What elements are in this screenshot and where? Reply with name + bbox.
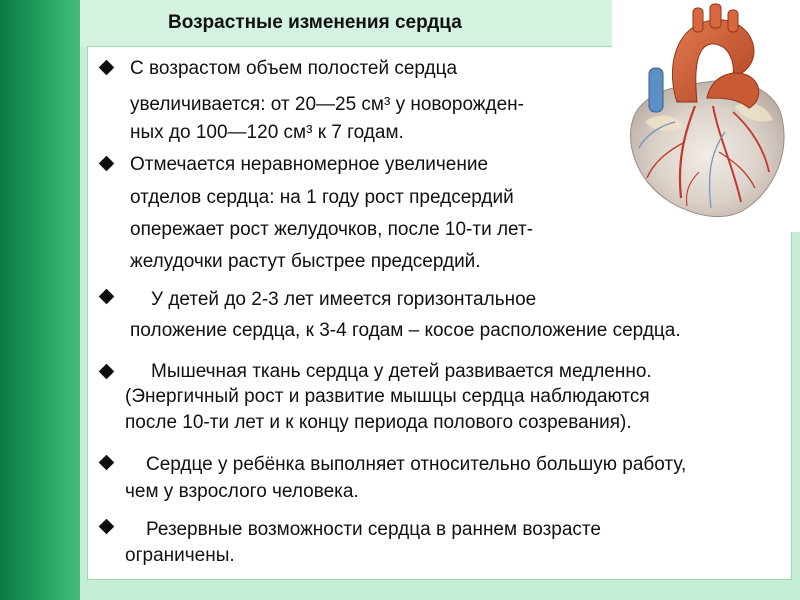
page-title: Возрастные изменения сердца [168, 12, 462, 33]
bullet-line: отделов сердца: на 1 году рост предсердий [130, 187, 514, 208]
bullet-line: Сердце у ребёнка выполняет относительно большую работу, [146, 454, 687, 475]
bullet-line: ных до 100—120 см³ к 7 годам. [130, 122, 404, 143]
left-green-stripe [0, 0, 80, 600]
bullet-line: чем у взрослого человека. [125, 481, 359, 502]
bullet-line: Отмечается неравномерное увеличение [130, 154, 489, 175]
bullet-line: У детей до 2-3 лет имеется горизонтальное [151, 289, 537, 310]
bullet-line: положение сердца, к 3-4 годам – косое расположение сердца. [130, 320, 681, 341]
bullet-line: С возрастом объем полостей сердца [130, 58, 458, 79]
bullet-line: желудочки растут быстрее предсердий. [130, 251, 481, 272]
bullet-line: увеличивается: от 20—25 см³ у новорожден- [130, 94, 524, 115]
bullet-line: после 10-ти лет и к концу периода полового созревания). [125, 412, 632, 433]
bullet-line: опережает рост желудочков, после 10-ти лет- [130, 219, 534, 240]
bullet-line: Резервные возможности сердца в раннем возрасте [146, 519, 601, 540]
heart-anatomy-image [615, 2, 795, 228]
bullet-line: (Энергичный рост и развитие мышцы сердца наблюдаются [125, 386, 650, 407]
bullet-line: Мышечная ткань сердца у детей развивается медленно. [151, 361, 652, 382]
bullet-line: ограничены. [125, 545, 235, 566]
